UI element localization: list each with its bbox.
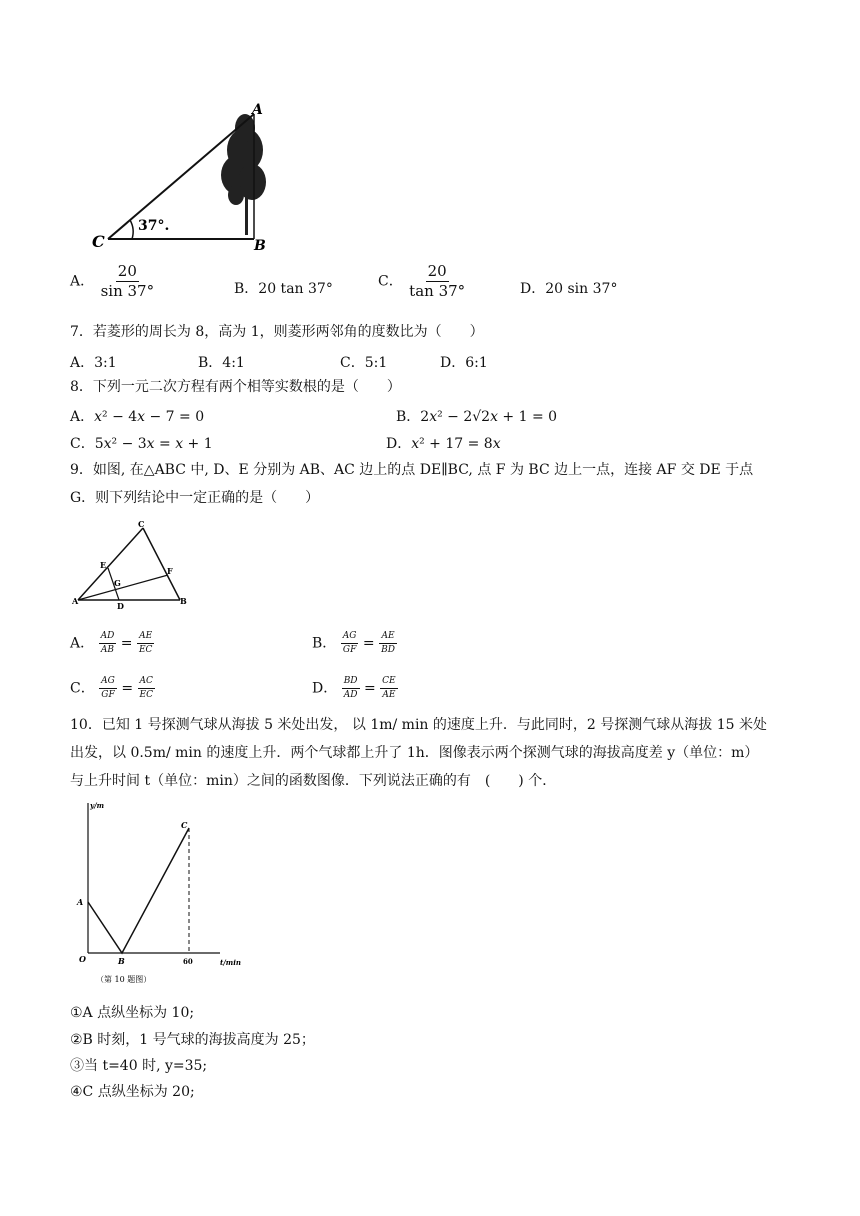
- fig-label-B: B: [254, 238, 266, 252]
- q10-stem-line3: 与上升时间 t（单位：min）之间的函数图像．下列说法正确的有 ( ) 个．: [70, 773, 557, 789]
- q8-option-b: B．2𝑥² − 2√2𝑥 + 1 = 0: [396, 409, 558, 425]
- q7-option-c: C．5:1: [340, 355, 388, 371]
- fig-label-C: C: [92, 232, 105, 251]
- q10-point-C-label: C: [181, 820, 188, 830]
- fraction: $\frac{20}{\tan 37^\circ}$: [409, 262, 466, 300]
- q8-option-a: A．𝑥² − 4𝑥 − 7 = 0: [70, 409, 205, 425]
- q10-caption: （第 10 题图）: [96, 975, 152, 984]
- q9-label-C: C: [138, 519, 145, 529]
- q10-origin-label: O: [79, 954, 86, 964]
- q10-item-3: ③当 t=40 时, y=35;: [70, 1058, 208, 1074]
- q10-item-2: ②B 时刻，1 号气球的海拔高度为 25；: [70, 1032, 315, 1048]
- q6-option-c: C． $\frac{20}{\tan 37^\circ}$: [378, 262, 466, 300]
- q7-option-a: A．3:1: [70, 355, 117, 371]
- q9-option-d: D． $\frac{BD}{AD}$ = $\frac{CE}{AE}$: [312, 676, 396, 700]
- q9-stem-line2: G．则下列结论中一定正确的是（ ）: [70, 490, 320, 506]
- fig-angle-label: 37°.: [138, 218, 170, 234]
- q9-label-B: B: [180, 596, 187, 606]
- q9-label-G: G: [114, 578, 121, 588]
- q10-ylabel: y/m: [90, 801, 105, 810]
- q8-stem: 8．下列一元二次方程有两个相等实数根的是（ ）: [70, 379, 401, 395]
- q10-stem-line1: 10．已知 1 号探测气球从海拔 5 米处出发， 以 1m/ min 的速度上升．与此同时，2 号探测气球从海拔 15 米处: [70, 717, 767, 733]
- q10-stem-line2: 出发，以 0.5m/ min 的速度上升．两个气球都上升了 1h．图像表示两个探测气球的海拔高度差 y（单位：m）: [70, 745, 759, 761]
- q9-label-D: D: [117, 601, 124, 610]
- q6-option-d: D．20 sin 37°: [520, 281, 618, 297]
- q10-point-B-label: B: [118, 956, 125, 966]
- q10-item-4: ④C 点纵坐标为 20;: [70, 1084, 195, 1100]
- fraction: $\frac{20}{\sin 37^\circ}$: [100, 262, 155, 300]
- tree-triangle-figure: [90, 100, 290, 252]
- q10-item-1: ①A 点纵坐标为 10;: [70, 1005, 195, 1021]
- q9-option-a: A． $\frac{AD}{AB}$ = $\frac{AE}{EC}$: [70, 631, 153, 655]
- q9-label-F: F: [167, 566, 173, 576]
- q9-option-b: B． $\frac{AG}{GF}$ = $\frac{AE}{BD}$: [312, 631, 395, 655]
- q9-label-A: A: [72, 596, 79, 606]
- q8-option-c: C．5𝑥² − 3𝑥 = 𝑥 + 1: [70, 436, 213, 452]
- q8-option-d: D．𝑥² + 17 = 8𝑥: [386, 436, 501, 452]
- q9-label-E: E: [100, 560, 107, 570]
- q7-option-b: B．4:1: [198, 355, 245, 371]
- q9-stem-line1: 9．如图, 在△ABC 中, D、E 分别为 AB、AC 边上的点 DE∥BC, 点 F 为 BC 边上一点，连接 AF 交 DE 于点: [70, 462, 754, 478]
- q6-option-a: A． $\frac{20}{\sin 37^\circ}$: [70, 262, 155, 300]
- q9-option-c: C． $\frac{AG}{GF}$ = $\frac{AC}{EC}$: [70, 676, 153, 700]
- q10-xlabel: t/min: [220, 958, 241, 967]
- tree-icon: [221, 114, 266, 235]
- q7-option-d: D．6:1: [440, 355, 488, 371]
- q10-tick-60: 60: [183, 957, 193, 966]
- fig-label-A: A: [252, 102, 263, 118]
- q10-point-A-label: A: [77, 897, 84, 907]
- q7-stem: 7．若菱形的周长为 8，高为 1，则菱形两邻角的度数比为（ ）: [70, 324, 484, 340]
- q10-graph-figure: [70, 798, 255, 993]
- q6-option-b: B．20 tan 37°: [234, 281, 333, 297]
- q9-triangle-figure: [70, 518, 195, 610]
